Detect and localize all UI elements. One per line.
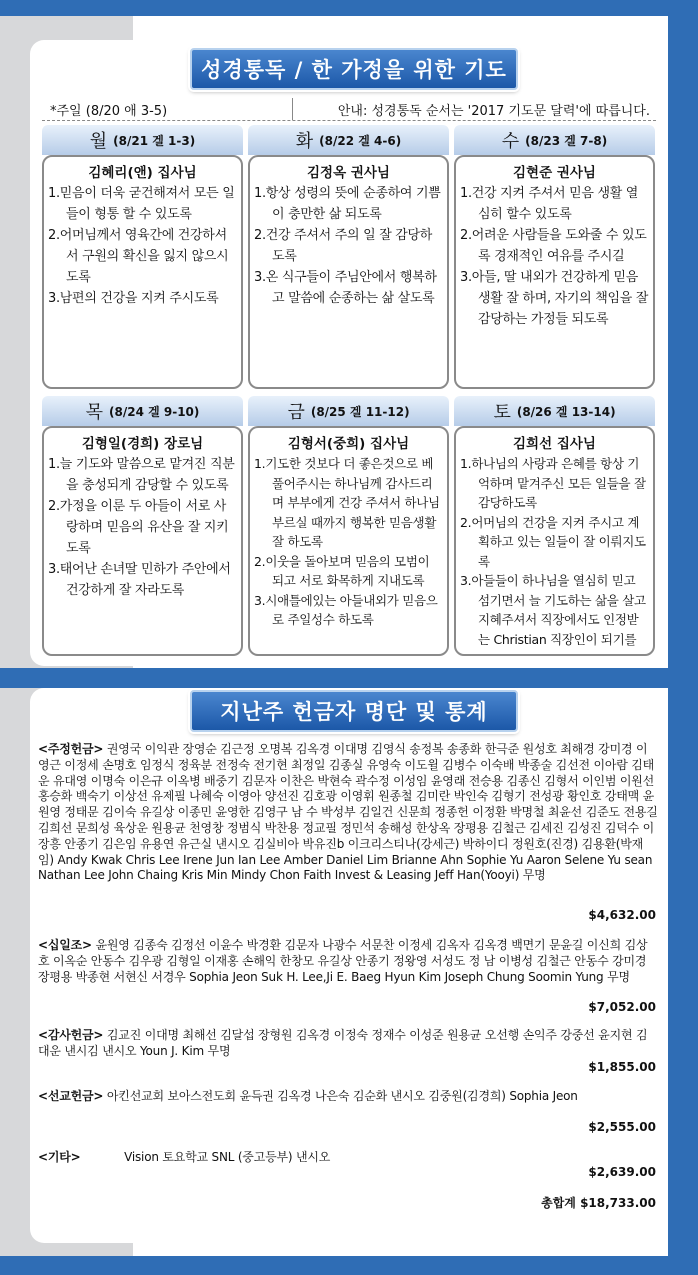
prayer-name: 김혜리(앤) 집사님 — [88, 165, 197, 181]
day-label: 수 — [501, 131, 520, 152]
header-divider — [292, 98, 293, 120]
group-names: 김교진 이대명 최해선 김달섭 장형원 김옥경 이정숙 정재수 이성준 원용균 오선행 손익주 강중선 윤지현 김대운 낸시김 낸시오 Youn J. Kim 무명 — [38, 1028, 648, 1058]
prayer-name: 김희선 집사님 — [513, 436, 596, 452]
schedule-header — [42, 96, 656, 121]
group-amount: $2,639.00 — [588, 1165, 656, 1179]
day-card-thursday — [42, 396, 243, 656]
day-ref: (8/26 겔 13-14) — [516, 404, 616, 419]
day-label: 화 — [295, 131, 314, 152]
prayer-item: 1.늘 기도와 말씀으로 맡겨진 직분을 충성되게 감당할 수 있도록 — [48, 457, 235, 493]
day-label: 토 — [493, 402, 511, 423]
group-label: <십일조> — [38, 938, 92, 952]
group-names: Vision 토요학교 SNL (중고등부) 낸시오 — [124, 1150, 331, 1164]
day-tab — [248, 396, 449, 426]
prayer-box — [248, 155, 449, 389]
day-label: 금 — [287, 402, 305, 423]
right-blue-bar — [668, 0, 698, 1275]
offering-group-mission — [38, 1089, 658, 1105]
prayer-item: 2.어머님께서 영육간에 건강하셔서 구원의 확신을 잃지 않으시도록 — [48, 228, 229, 285]
prayer-item: 2.어려운 사람들을 도와줄 수 있도록 경재적인 여유를 주시길 — [460, 228, 647, 264]
day-card-friday — [248, 396, 449, 656]
day-card-tuesday — [248, 125, 449, 389]
group-label: <감사헌금> — [38, 1028, 104, 1042]
day-ref: (8/21 겔 1-3) — [113, 133, 196, 148]
sunday-reading: *주일 (8/20 애 3-5) — [50, 104, 168, 119]
reading-notice: 안내: 성경통독 순서는 '2017 기도문 달력'에 따릅니다. — [337, 104, 650, 119]
prayer-item: 1.건강 지켜 주셔서 믿음 생활 열심히 할수 있도록 — [460, 186, 639, 222]
prayer-item: 3.온 식구들이 주님안에서 행복하고 말씀에 순종하는 삶 살도록 — [254, 270, 437, 306]
top-blue-strip — [0, 0, 698, 16]
prayer-name: 김형일(경희) 장로님 — [81, 436, 204, 452]
prayer-box — [248, 426, 449, 656]
group-names: 권영국 이익관 장영순 김근정 오명복 김옥경 이대명 김영식 송정복 송종화 한극준 원성호 최해경 강미경 이영근 이정세 손명호 임정식 정육분 전정숙 전기현 최정일 김종실 유영숙 이도윌 김병수 이숙배 박종술 김선전 이아람 김태운 유대영 이명숙 이은규 이옥병 배중기 김문자 이찬은 박현숙 곽수정 이성임 윤영래 전승용 김종신 김형서 이인범 이원선 홍승화 백숙기 이상선 유제필 나혜숙 이영아 양선진 김호광 이영휘 원종철 김미란 박인숙 김형기 전성광 황인호 강태맥 윤원영 정태문 김이숙 유길상 이종민 윤영한 김영구 남 수 박성부 김일건 신문희 정종헌 이정환 박명철 최윤선 김준도 전용길 김희선 문희성 육상운 원용균 천영창 정범식 박찬용 정교필 정민석 송해성 한상옥 장평용 김철근 김세진 김성진 김덕수 이장흥 안종기 김은임 유용연 유근실 낸시오 김실비아 박유진b 이크리스티나(강세근) 박하이디 정원호(진경) 김용환(박재임) Andy Kwak Chris Lee Irene Jun Ian Lee Amber Daniel Lim Brianne Ahn Sophie Yu Aaron Selene Yu sean Nathan Lee John Chaing Kris Min Mindy Chon Faith Invest & Leasing Jeff Han(Yooyi) 무명 — [38, 742, 658, 883]
prayer-item: 3.태어난 손녀딸 민하가 주안에서 건강하게 잘 자라도록 — [48, 562, 231, 598]
day-tab — [42, 396, 243, 426]
prayer-item: 3.아들, 딸 내외가 건강하게 믿음생활 잘 하며, 자기의 책임을 잘 감당하는 가정들 되도록 — [460, 270, 649, 327]
prayer-name: 김형서(중희) 집사님 — [287, 436, 410, 452]
offering-group-other — [38, 1150, 658, 1166]
day-label: 목 — [85, 402, 103, 423]
total-value: $18,733.00 — [580, 1196, 656, 1210]
prayer-box — [454, 426, 655, 656]
day-ref: (8/23 겔 7-8) — [525, 133, 608, 148]
day-card-monday — [42, 125, 243, 389]
total-label: 총합계 — [541, 1196, 576, 1210]
day-label: 월 — [89, 131, 108, 152]
prayer-box — [42, 426, 243, 656]
prayer-item: 3.아들들이 하나님을 열심히 믿고 섬기면서 늘 기도하는 삶을 살고 지혜주셔서 직장에서도 인정받는 Christian 직장인이 되기를 — [460, 573, 646, 647]
day-ref: (8/22 겔 4-6) — [319, 133, 402, 148]
day-ref: (8/24 겔 9-10) — [109, 404, 200, 419]
offering-banner: 지난주 헌금자 명단 및 통계 — [190, 690, 518, 732]
grand-total — [541, 1194, 656, 1211]
group-amount: $4,632.00 — [588, 908, 656, 922]
bible-reading-banner: 성경통독 / 한 가정을 위한 기도 — [190, 48, 518, 90]
day-tab — [42, 125, 243, 155]
middle-blue-strip — [0, 668, 698, 688]
prayer-item: 2.건강 주셔서 주의 일 잘 감당하도록 — [254, 228, 433, 264]
prayer-item: 1.항상 성령의 뜻에 순종하여 기쁨이 충만한 삶 되도록 — [254, 186, 441, 222]
prayer-name: 김정옥 권사님 — [307, 165, 390, 181]
prayer-item: 3.남편의 건강을 지켜 주시도록 — [48, 291, 219, 306]
prayer-box — [454, 155, 655, 389]
day-tab — [248, 125, 449, 155]
prayer-item: 2.가정을 이룬 두 아들이 서로 사랑하며 믿음의 유산을 잘 지키도록 — [48, 499, 229, 556]
prayer-name: 김현준 권사님 — [513, 165, 596, 181]
prayer-item: 2.어머님의 건강을 지켜 주시고 계획하고 있는 일들이 잘 이뤄지도록 — [460, 514, 646, 569]
offering-group-thanks — [38, 1028, 658, 1060]
day-tab — [454, 396, 655, 426]
group-amount: $7,052.00 — [588, 1000, 656, 1014]
day-ref: (8/25 겔 11-12) — [310, 404, 410, 419]
prayer-item: 1.기도한 것보다 더 좋은것으로 베풀어주시는 하나님께 감사드리며 부부에게 건강 주셔서 하나님 부르실 때까지 행복한 믿음생활 잘 하도록 — [254, 456, 440, 549]
prayer-item: 1.하나님의 사랑과 은혜를 항상 기억하며 맡겨주신 모든 일들을 잘 감당하도록 — [460, 456, 646, 510]
group-label: <기타> — [38, 1150, 81, 1164]
bottom-blue-strip — [0, 1256, 698, 1275]
prayer-box — [42, 155, 243, 389]
group-names: 윤원영 김종숙 김정선 이윤수 박경환 김문자 나광수 서문찬 이정세 김옥자 김옥경 백면기 문윤길 이신희 김상호 이옥순 안동수 김우광 김형일 이재홍 손해익 한창모 유길상 안종기 정왕영 서성도 정 남 이병성 김철근 안동수 강미경 장평용 박종현 서현신 서경우 Sophia Jeon Suk H. Lee,Ji E. Baeg Hyun Kim Joseph Chung Soomin Yung 무명 — [38, 938, 648, 984]
offering-group-tithe — [38, 938, 658, 985]
group-label: <선교헌금> — [38, 1089, 104, 1103]
day-tab — [454, 125, 655, 155]
prayer-item: 2.이웃을 돌아보며 믿음의 모범이 되고 서로 화목하게 지내도록 — [254, 553, 430, 588]
offering-group-sunday — [38, 742, 658, 884]
group-amount: $2,555.00 — [588, 1120, 656, 1134]
day-card-wednesday — [454, 125, 655, 389]
prayer-item: 1.믿음이 더욱 굳건해져서 모든 일들이 형통 할 수 있도록 — [48, 186, 235, 222]
group-amount: $1,855.00 — [588, 1060, 656, 1074]
day-card-saturday — [454, 396, 655, 656]
group-label: <주정헌금> — [38, 742, 104, 756]
group-names: 아킨선교회 보아스전도회 윤득권 김옥경 나은숙 김순화 낸시오 김중원(김경희) Sophia Jeon — [106, 1089, 578, 1103]
prayer-item: 3.시애틀에있는 아들내외가 믿음으로 주일성수 하도록 — [254, 592, 438, 627]
